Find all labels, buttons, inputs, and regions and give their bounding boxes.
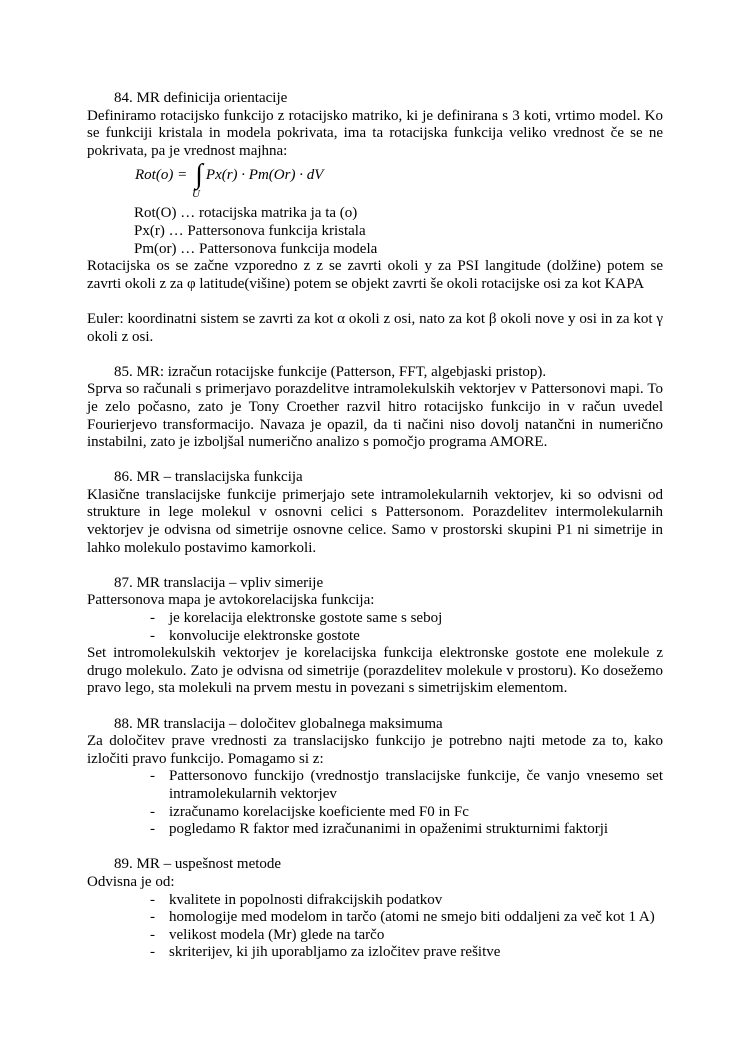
bullet-text: kvalitete in popolnosti difrakcijskih podatkov [169,891,443,908]
section-84-paragraph-2: Rotacijska os se začne vzporedno z z se zavrti okoli y za PSI langitude (dolžine) potem se zavrti okoli z za φ latitude(višine) potem se objekt zavrti še okoli rotacijske osi za kot KAPA [87,258,663,292]
section-89-paragraph-1: Odvisna je od: [87,873,175,890]
section-88-paragraph-1: Za določitev prave vrednosti za translacijsko funkcijo je potrebno najti metode za to, kako izločiti pravo funkcijo. Pomagamo si z: [87,733,663,767]
bullet-marker: - [150,821,155,838]
integral-lower-bound: U [191,188,200,201]
section-86 [87,469,663,557]
section-87-heading: 87. MR translacija – vpliv simerije [114,574,324,591]
section-86-paragraph-1: Klasične translacijske funkcije primerjajo sete intramolekularnih vektorjev, ki so odvisni od strukture in lege molekul v osnovni celici s Pattersonom. Porazdelitev intermolekularnih vektorjev je odvisna od simetrije osnovne celice. Samo v prostorski skupini P1 ni simetrije in lahko molekulo postavimo kamorkoli. [87,486,663,556]
bullet-item [87,628,663,646]
bullet-marker: - [150,627,155,644]
section-84-heading: 84. MR definicija orientacije [114,90,288,106]
section-85 [87,364,663,452]
section-84-paragraph-3: Euler: koordinatni sistem se zavrti za kot α okoli z osi, nato za kot β okoli nove y osi in za kot γ okoli z osi. [87,310,663,345]
bullet-item [87,821,663,839]
bullet-text: konvolucije elektronske gostote [169,627,360,644]
bullet-text: velikost modela (Mr) glede na tarčo [169,926,385,943]
bullet-text: je korelacija elektronske gostote same s seboj [169,610,443,627]
section-89 [87,856,663,962]
formula-lhs: Rot(o) = [135,167,191,184]
integral-with-bound [191,159,203,201]
bullet-item [87,768,663,803]
bullet-marker: - [150,803,155,820]
definition-line: Px(r) … Pattersonova funkcija kristala [134,222,366,239]
section-88 [87,716,663,839]
bullet-item [87,944,663,962]
bullet-text: Pattersonovo funckijo (vrednostjo translacijske funkcije, če vanjo vnesemo set intramolekularnih vektorjev [169,768,663,802]
bullet-marker: - [150,909,155,926]
bullet-item [87,804,663,822]
bullet-marker: - [150,926,155,943]
section-84 [87,90,663,346]
integral-icon: ∫ [195,159,203,191]
section-88-heading: 88. MR translacija – določitev globalnega maksimuma [114,715,443,732]
section-85-heading: 85. MR: izračun rotacijske funkcije (Patterson, FFT, algebjaski pristop). [114,363,547,380]
bullet-marker: - [150,768,155,785]
section-87-paragraph-2: Set intromolekulskih vektorjev je korelacijska funkcija elektronske gostote ene molekule z drugo molekulo. Zato je odvisna od simetrije (porazdelitev molekule v prostoru). Ko dosežemo pravo lego, sta molekuli na prvem mestu in povezani s simetrijskim elementom. [87,645,663,697]
definition-line: Rot(O) … rotacijska matrika ja ta (o) [134,205,358,222]
section-86-heading: 86. MR – translacijska funkcija [114,469,303,486]
bullet-item [87,892,663,910]
bullet-marker: - [150,610,155,627]
bullet-text: pogledamo R faktor med izračunanimi in opaženimi strukturnimi faktorji [169,821,609,838]
section-84-paragraph-1: Definiramo rotacijsko funkcijo z rotacijsko matriko, ki je definirana s 3 koti, vrtimo model. Ko se funkciji kristala in modela pokrivata, ima ta rotacijska funkcija veliko vrednost če se ne pokrivata, pa je vrednost majhna: [87,107,663,159]
section-85-paragraph-1: Sprva so računali s primerjavo porazdelitve intramolekulskih vektorjev v Pattersonovi mapi. To je zelo počasno, zato je Tony Croether razvil hitro rotacijsko funkcijo in v račun uvedel Fourierjevo transformacijo. Navaza je opazil, da ti načini niso dovolj natančni in numerično instabilni, zato je izboljšal numerično analizo s pomočjo programa AMORE. [87,381,663,451]
definition-line: Pm(or) … Pattersonova funkcija modela [134,240,378,257]
bullet-item [87,909,663,927]
bullet-text: izračunamo korelacijske koeficiente med F0 in Fc [169,803,469,820]
bullet-marker: - [150,944,155,961]
bullet-item [87,927,663,945]
bullet-marker: - [150,891,155,908]
formula-rhs: Px(r) · Pm(Or) · dV [205,167,324,184]
section-89-heading: 89. MR – uspešnost metode [114,856,282,873]
bullet-item [87,610,663,628]
bullet-text: homologije med modelom in tarčo (atomi ne smejo biti oddaljeni za več kot 1 A) [169,909,655,926]
bullet-text: skriterijev, ki jih uporabljamo za izločitev prave rešitve [169,944,501,961]
rotation-function-formula [87,161,663,203]
section-87-paragraph-1: Pattersonova mapa je avtokorelacijska funkcija: [87,592,375,609]
section-87 [87,575,663,698]
